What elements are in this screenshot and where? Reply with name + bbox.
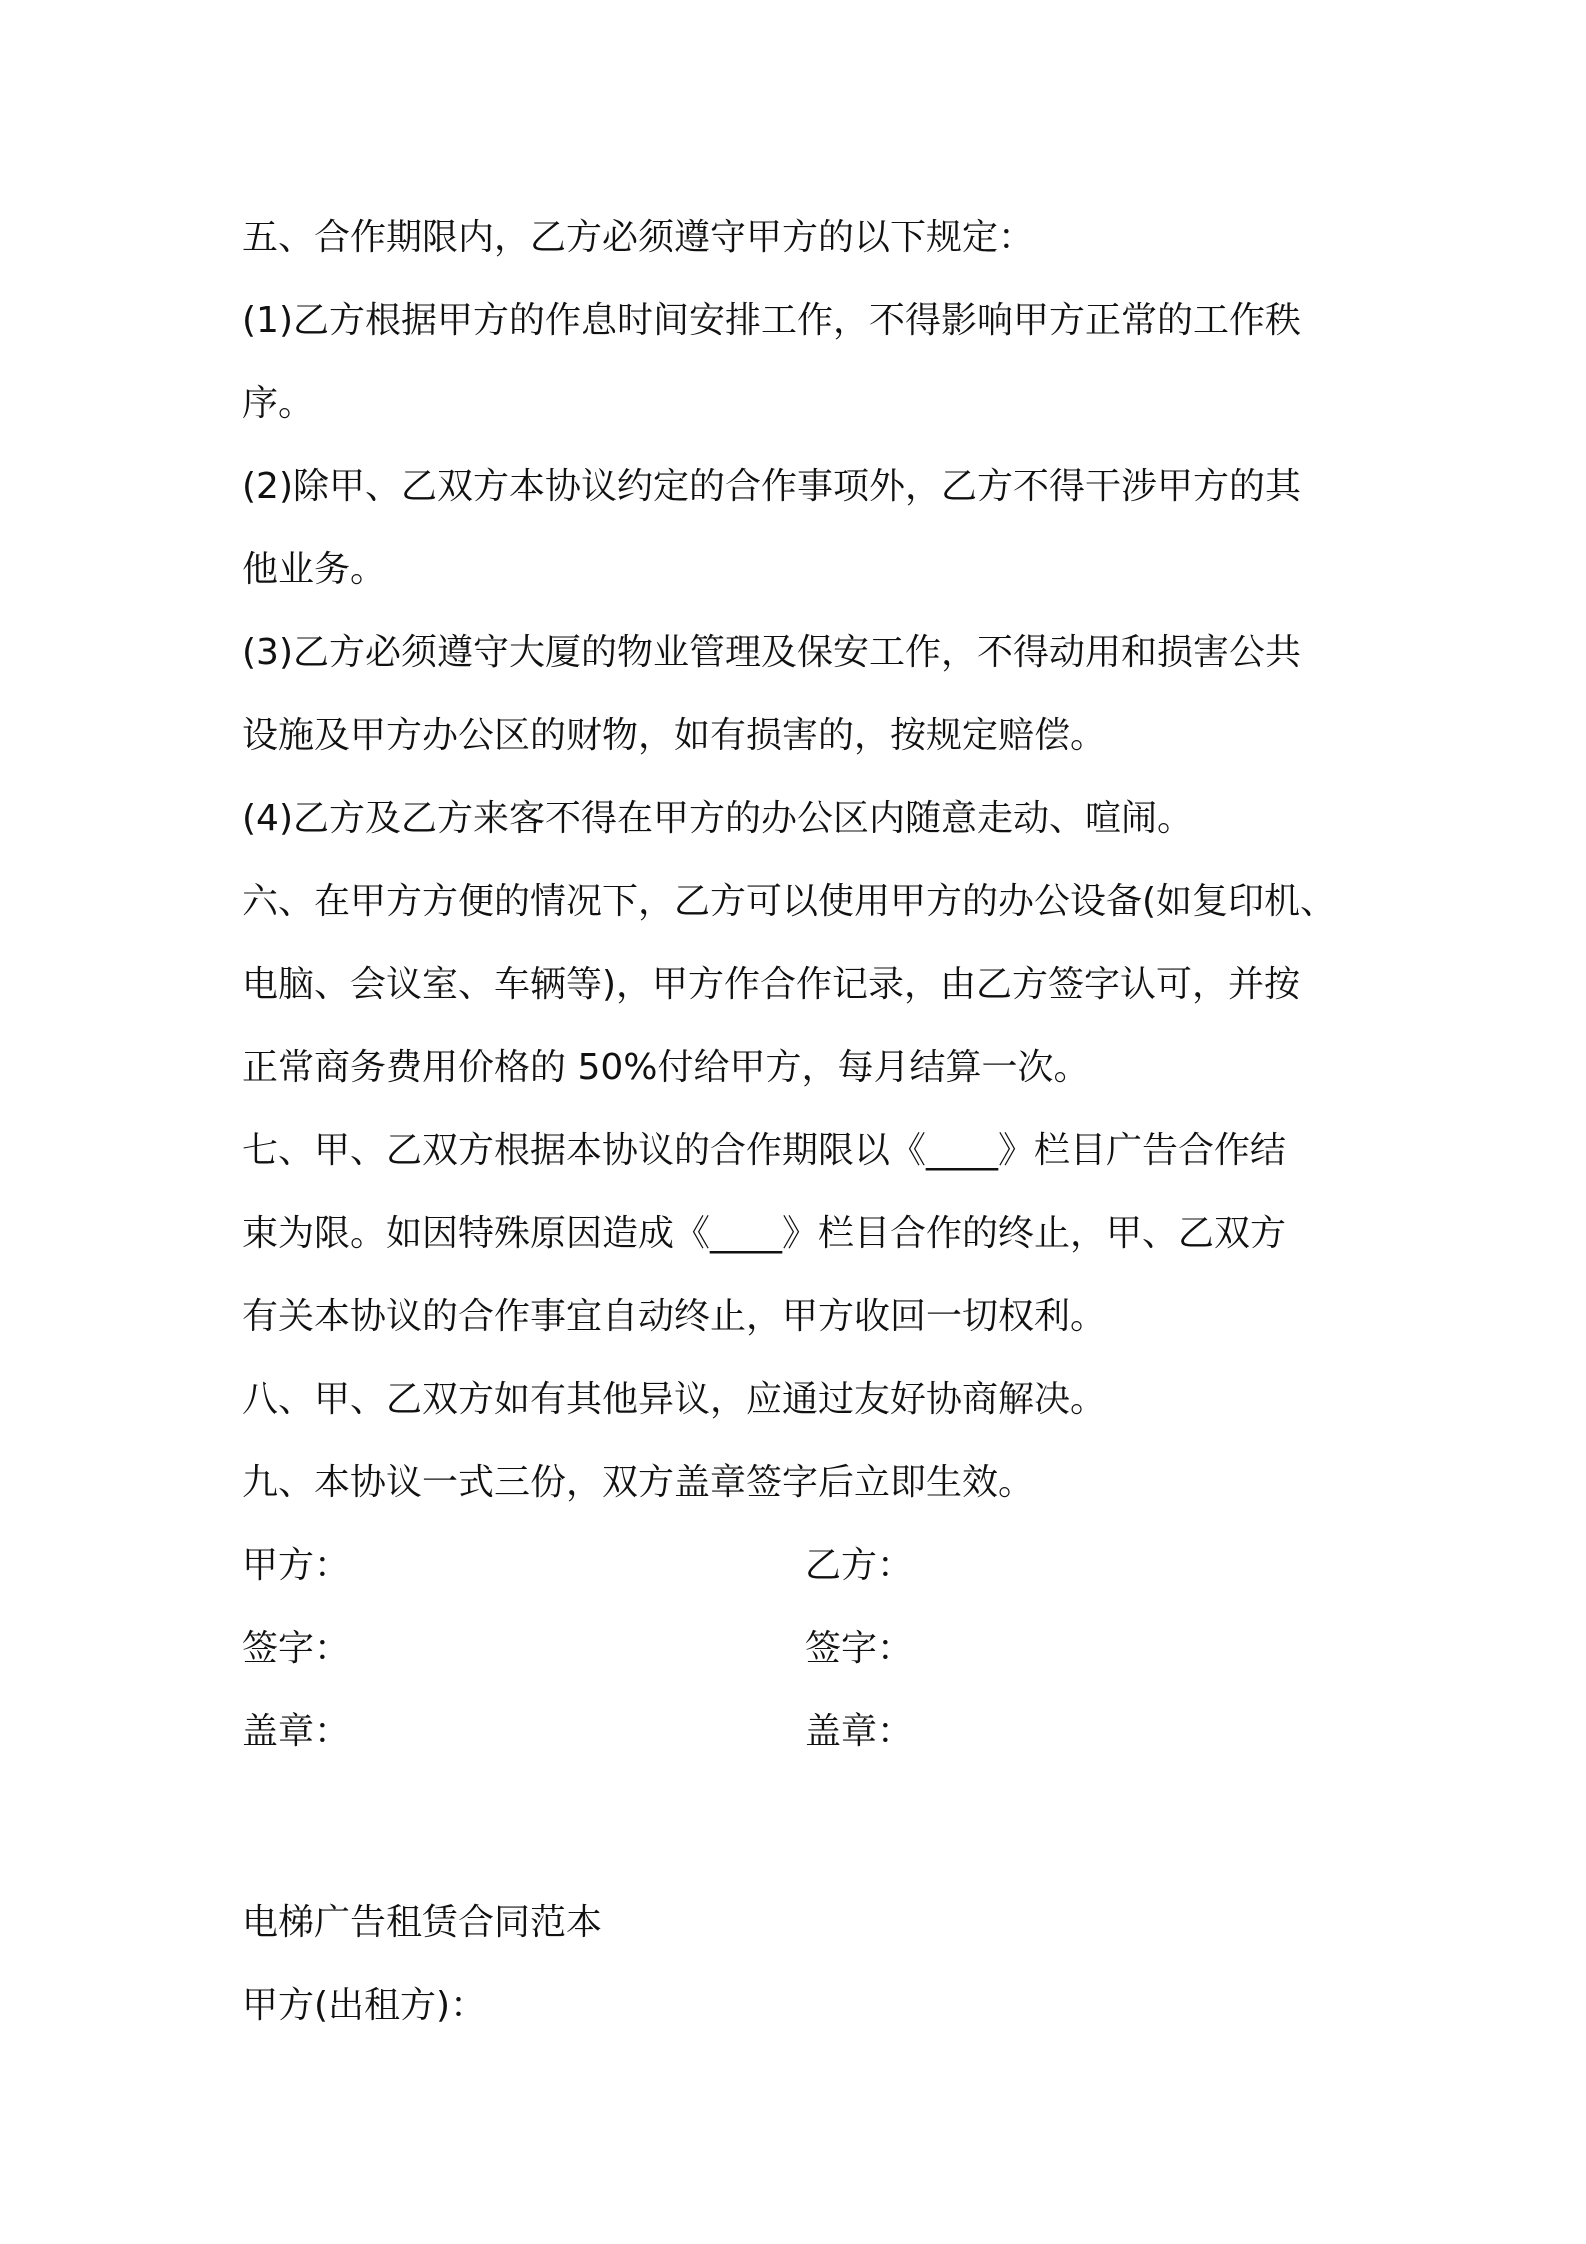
sign-b-label: 签字： (805, 1628, 914, 1669)
clause-5-1-line-2: 序。 (242, 383, 315, 424)
section-gap (242, 1773, 1372, 1881)
clause-6-line-3: 正常商务费用价格的 50%付给甲方，每月结算一次。 (242, 1047, 1090, 1088)
document-body (242, 196, 1372, 2047)
clause-5-2-line-1: (2)除甲、乙双方本协议约定的合作事项外，乙方不得干涉甲方的其 (242, 466, 1301, 507)
signature-row-party (242, 1524, 1372, 1607)
lessor-label: 甲方(出租方)： (242, 1985, 487, 2026)
clause-7-line-2: 束为限。如因特殊原因造成《____》栏目合作的终止，甲、乙双方 (242, 1213, 1287, 1254)
clause-5-4: (4)乙方及乙方来客不得在甲方的办公区内随意走动、喧闹。 (242, 798, 1193, 839)
party-a-label: 甲方： (242, 1545, 351, 1586)
clause-5-1-line-1: (1)乙方根据甲方的作息时间安排工作，不得影响甲方正常的工作秩 (242, 300, 1301, 341)
clause-5-title: 五、合作期限内，乙方必须遵守甲方的以下规定： (242, 217, 1035, 258)
clause-7-line-3: 有关本协议的合作事宜自动终止，甲方收回一切权利。 (242, 1296, 1107, 1337)
clause-7-line-1: 七、甲、乙双方根据本协议的合作期限以《____》栏目广告合作结 (242, 1130, 1287, 1171)
seal-b-label: 盖章： (805, 1711, 914, 1752)
party-b-label: 乙方： (805, 1545, 914, 1586)
signature-row-seal (242, 1690, 1372, 1773)
sign-a-label: 签字： (242, 1628, 351, 1669)
clause-6-line-1: 六、在甲方方便的情况下，乙方可以使用甲方的办公设备(如复印机、 (242, 881, 1337, 922)
clause-5-2-line-2: 他业务。 (242, 549, 387, 590)
clause-6-line-2: 电脑、会议室、车辆等)，甲方作合作记录，由乙方签字认可，并按 (242, 964, 1301, 1005)
clause-5-3-line-1: (3)乙方必须遵守大厦的物业管理及保安工作，不得动用和损害公共 (242, 632, 1301, 673)
next-document-title: 电梯广告租赁合同范本 (242, 1902, 603, 1943)
clause-9: 九、本协议一式三份，双方盖章签字后立即生效。 (242, 1462, 1035, 1503)
clause-8: 八、甲、乙双方如有其他异议，应通过友好协商解决。 (242, 1379, 1107, 1420)
clause-5-3-line-2: 设施及甲方办公区的财物，如有损害的，按规定赔偿。 (242, 715, 1107, 756)
seal-a-label: 盖章： (242, 1711, 351, 1752)
signature-row-sign (242, 1607, 1372, 1690)
